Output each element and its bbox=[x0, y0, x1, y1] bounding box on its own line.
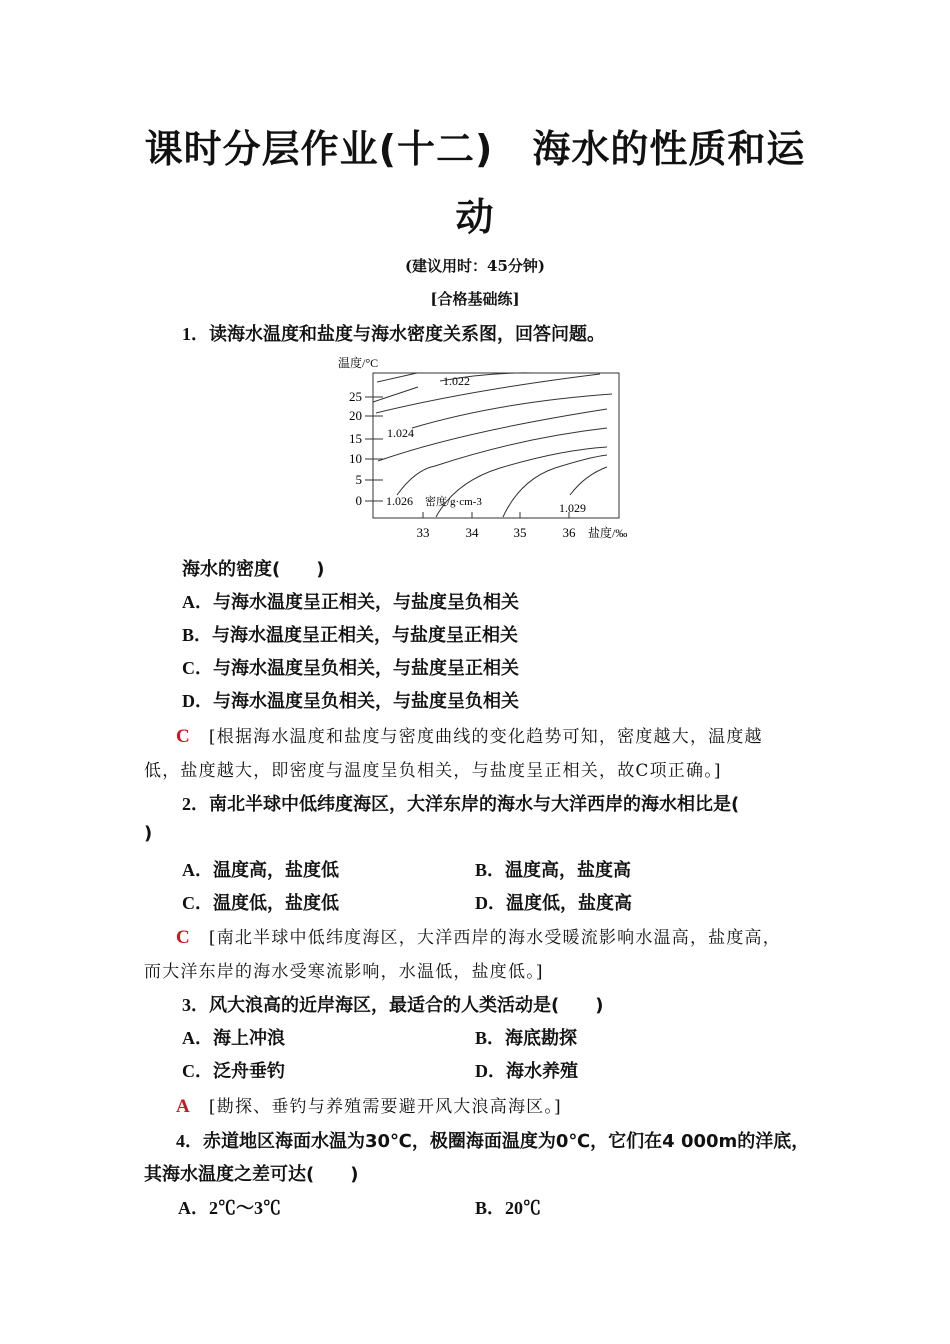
svg-text:35: 35 bbox=[513, 525, 527, 540]
q2-option-a[interactable]: A．温度高，盐度低 bbox=[182, 860, 339, 881]
question-3-stem: 3．风大浪高的近岸海区，最适合的人类活动是( ) bbox=[182, 995, 604, 1016]
answer-badge: C bbox=[176, 927, 191, 948]
q2-explanation-line2: 而大洋东岸的海水受寒流影响，水温低，盐度低。] bbox=[144, 962, 544, 982]
answer-badge: A bbox=[176, 1096, 191, 1117]
q4-option-a[interactable]: A．2℃～3℃ bbox=[178, 1198, 281, 1218]
q4-option-b[interactable]: B．20℃ bbox=[475, 1198, 542, 1218]
q1-option-d[interactable]: D．与海水温度呈负相关，与盐度呈负相关 bbox=[182, 691, 519, 712]
q2-option-b[interactable]: B．温度高，盐度高 bbox=[475, 860, 632, 881]
q3-explanation: A [勘探、垂钓与养殖需要避开风大浪高海区。] bbox=[176, 1096, 562, 1117]
question-4-stem: 4．赤道地区海面水温为30℃，极圈海面温度为0℃，它们在4 000m的洋底， bbox=[176, 1131, 810, 1152]
y-ticks bbox=[365, 397, 383, 501]
q1-explanation-line2: 低，盐度越大，即密度与温度呈负相关，与盐度呈正相关，故C项正确。] bbox=[144, 761, 722, 781]
y-axis-label: 温度/°C bbox=[338, 356, 379, 370]
svg-text:10: 10 bbox=[349, 451, 362, 466]
svg-text:1.029: 1.029 bbox=[559, 501, 586, 515]
q3-option-c[interactable]: C．泛舟垂钓 bbox=[182, 1061, 285, 1082]
svg-text:1.024: 1.024 bbox=[387, 426, 414, 440]
q3-option-d[interactable]: D．海水养殖 bbox=[475, 1061, 578, 1082]
svg-text:36: 36 bbox=[562, 525, 576, 540]
svg-text:0: 0 bbox=[355, 493, 362, 508]
question-number: 1． bbox=[182, 324, 209, 344]
svg-text:1.022: 1.022 bbox=[443, 374, 470, 388]
question-1-sub-stem: 海水的密度( ) bbox=[182, 559, 325, 580]
page-title-line2: 动 bbox=[455, 195, 495, 239]
q1-option-c[interactable]: C．与海水温度呈负相关，与盐度呈正相关 bbox=[182, 658, 519, 679]
q2-option-c[interactable]: C．温度低，盐度低 bbox=[182, 893, 339, 914]
question-2-stem-line2: ) bbox=[144, 823, 153, 844]
question-4-stem-line2: 其海水温度之差可达( ) bbox=[144, 1164, 359, 1185]
q1-option-b[interactable]: B．与海水温度呈正相关，与盐度呈正相关 bbox=[182, 625, 519, 646]
y-tick-labels bbox=[349, 389, 362, 508]
svg-text:25: 25 bbox=[349, 389, 362, 404]
question-2-stem: 2．南北半球中低纬度海区，大洋东岸的海水与大洋西岸的海水相比是( bbox=[182, 794, 740, 815]
svg-text:34: 34 bbox=[465, 525, 479, 540]
x-axis-label: 盐度/‰ bbox=[588, 526, 628, 540]
svg-text:20: 20 bbox=[349, 408, 362, 423]
page-title-line1: 课时分层作业(十二) 海水的性质和运 bbox=[144, 127, 806, 171]
svg-text:5: 5 bbox=[355, 472, 362, 487]
svg-text:密度/g·cm-3: 密度/g·cm-3 bbox=[425, 496, 482, 508]
svg-text:33: 33 bbox=[416, 525, 430, 540]
density-chart bbox=[330, 350, 650, 545]
q2-option-d[interactable]: D．温度低，盐度高 bbox=[475, 893, 632, 914]
isoline-labels bbox=[386, 374, 586, 515]
svg-text:15: 15 bbox=[349, 431, 362, 446]
answer-badge: C bbox=[176, 726, 191, 747]
x-tick-labels bbox=[417, 525, 577, 540]
svg-text:1.026: 1.026 bbox=[386, 494, 413, 508]
question-1-stem: 1．读海水温度和盐度与海水密度关系图，回答问题。 bbox=[182, 324, 605, 345]
section-heading: [合格基础练] bbox=[430, 290, 520, 308]
q3-option-b[interactable]: B．海底勘探 bbox=[475, 1028, 578, 1049]
q1-option-a[interactable]: A．与海水温度呈正相关，与盐度呈负相关 bbox=[182, 592, 519, 613]
x-ticks bbox=[423, 512, 569, 518]
time-hint: (建议用时：45分钟) bbox=[404, 257, 546, 275]
q1-explanation-line1: C [根据海水温度和盐度与密度曲线的变化趋势可知，密度越大，温度越 bbox=[176, 726, 763, 747]
q2-explanation-line1: C [南北半球中低纬度海区，大洋西岸的海水受暖流影响水温高，盐度高， bbox=[176, 927, 781, 948]
q3-option-a[interactable]: A．海上冲浪 bbox=[182, 1028, 285, 1049]
